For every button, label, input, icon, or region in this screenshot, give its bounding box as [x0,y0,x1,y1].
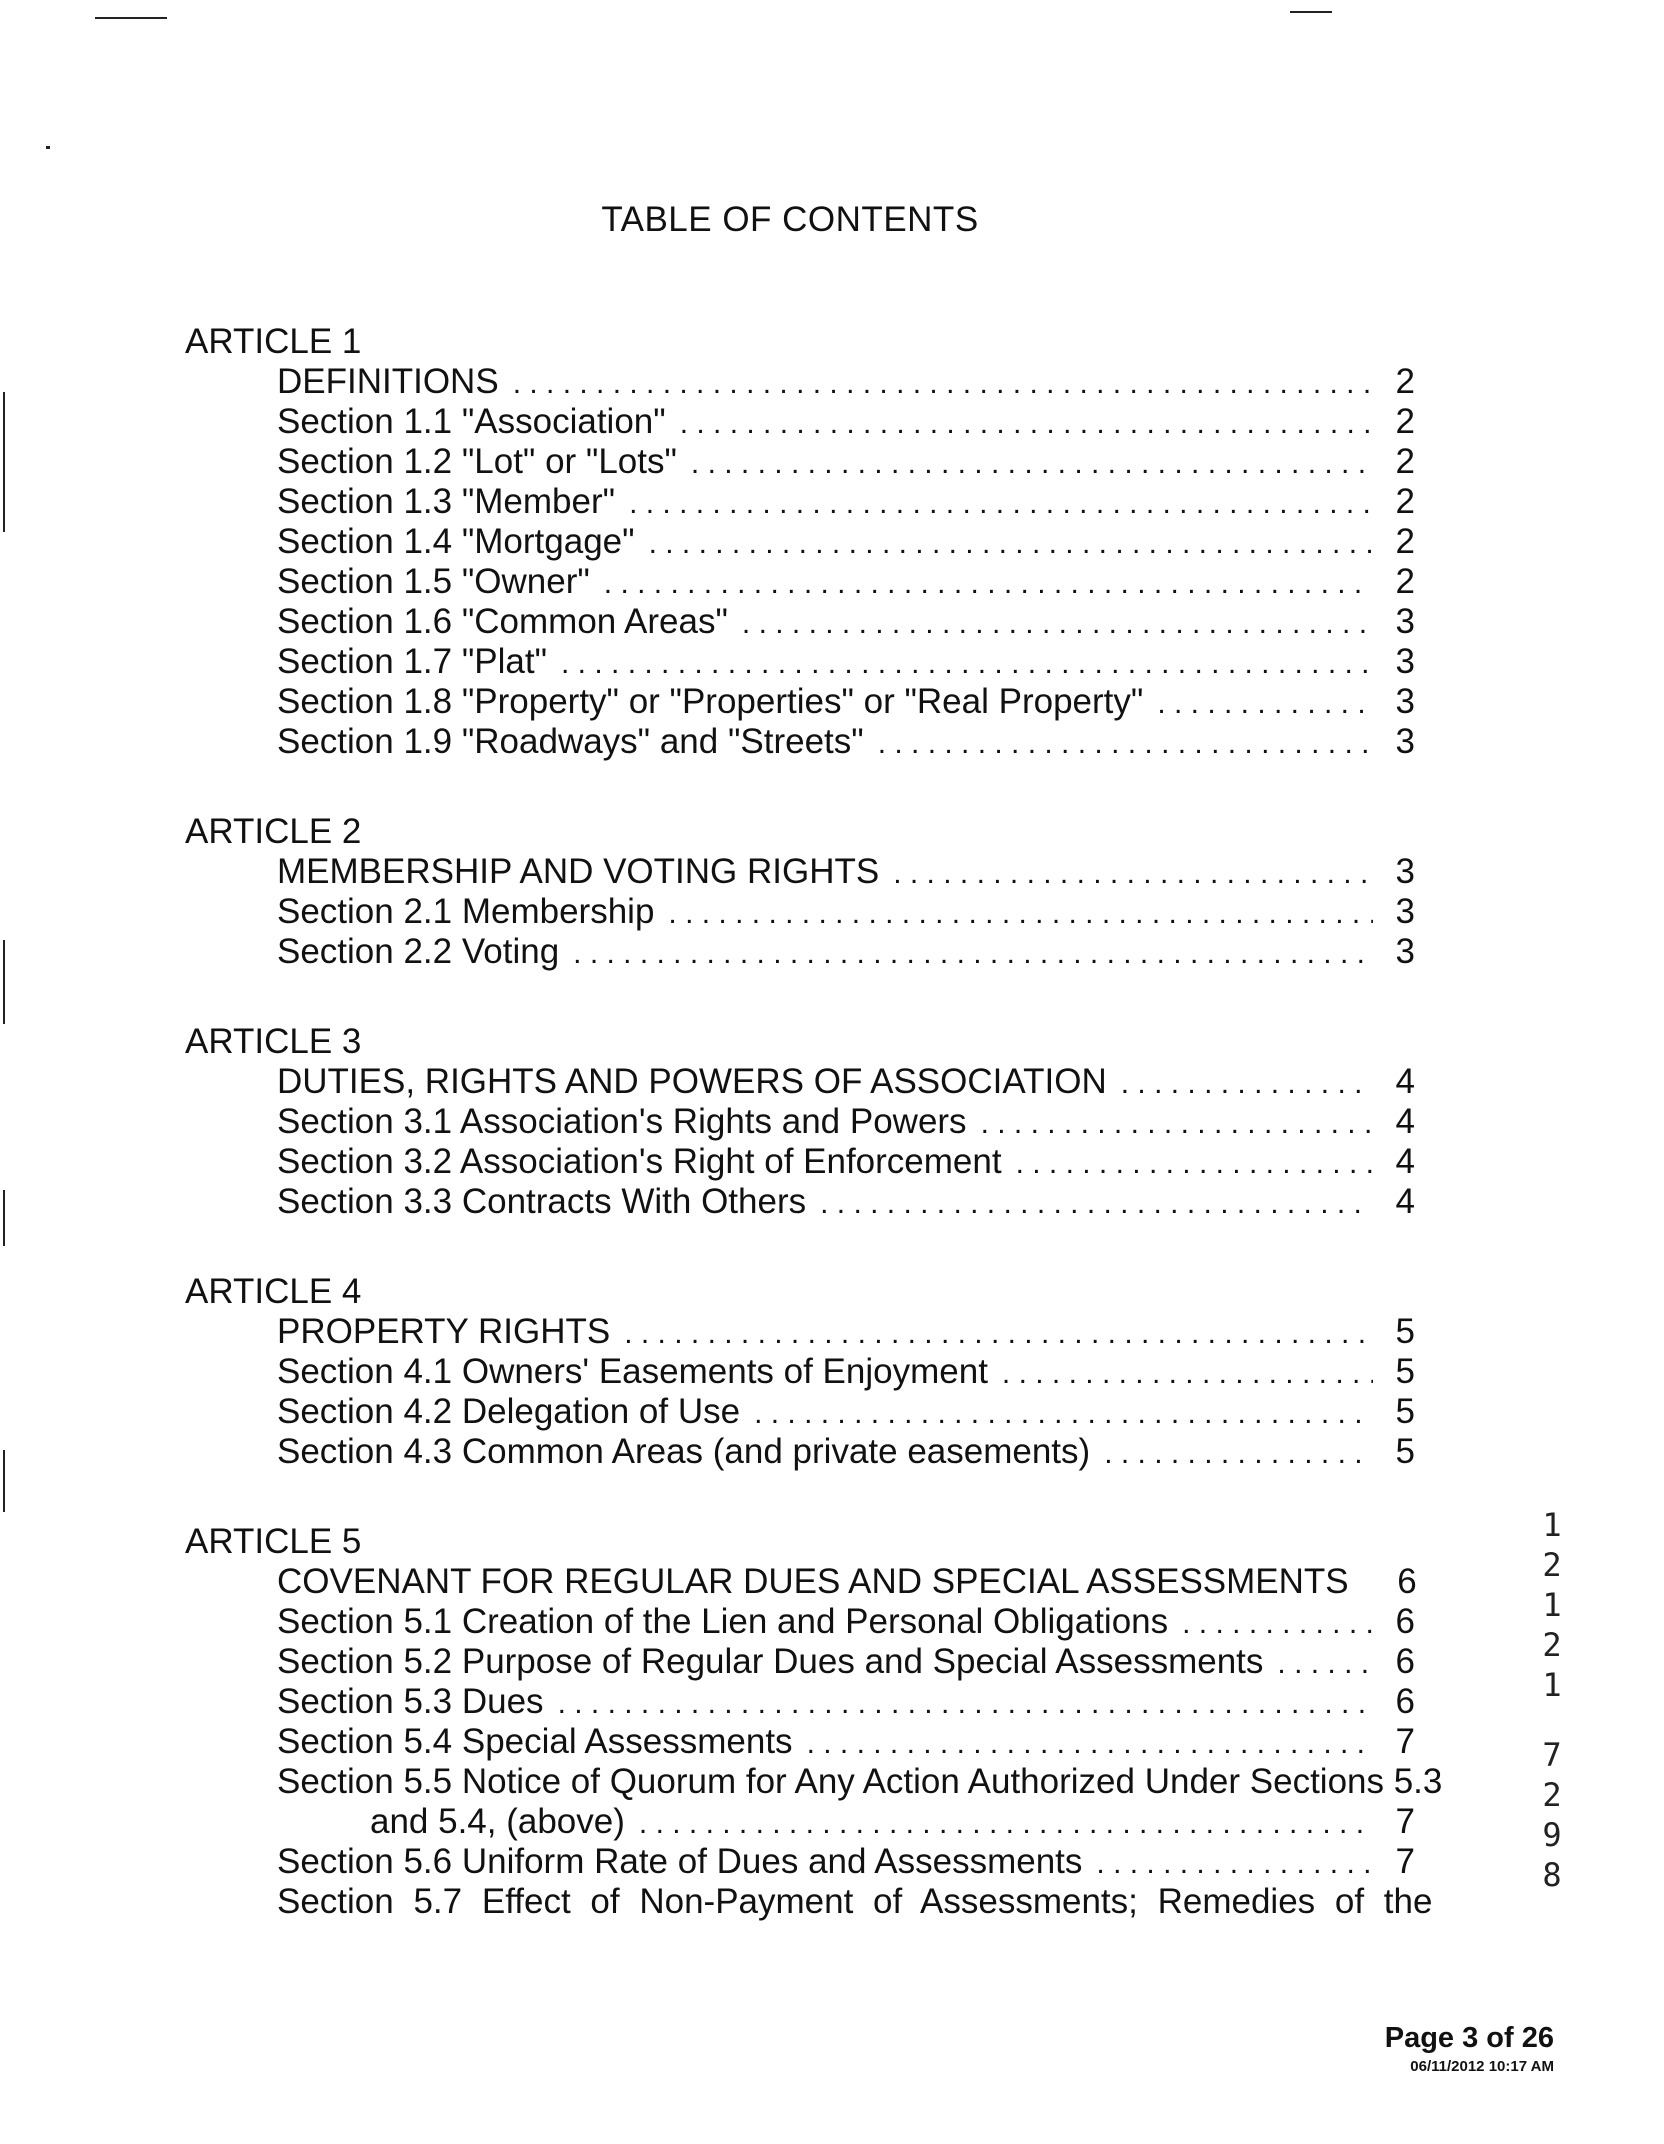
dot-leader [1121,1064,1373,1104]
toc-entry [185,852,1415,892]
toc-entry-text: Section 5.2 Purpose of Regular Dues and Special Assessments [277,1642,1264,1681]
toc-entry-text: Section 3.1 Association's Rights and Powers [277,1102,967,1141]
toc-entry [185,932,1415,972]
toc-entry [185,482,1415,522]
article-label: ARTICLE 4 [185,1272,362,1311]
dot-leader [1002,1354,1373,1394]
toc-entry [185,1432,1415,1472]
toc-page-number: 2 [1395,402,1415,441]
scan-mark-top-left [95,17,167,19]
dot-leader [893,854,1373,894]
toc-entry [185,722,1415,762]
toc-entry-text: Section 2.1 Membership [277,892,655,931]
page-title: TABLE OF CONTENTS [601,200,979,239]
dot-leader [604,564,1373,604]
stamp-digit: 2 [1542,1776,1562,1814]
stamp-digit: 1 [1542,1506,1562,1544]
dot-leader [1096,1844,1373,1884]
stamp-digit: 2 [1542,1546,1562,1584]
toc-entry-text: Section 1.2 "Lot" or "Lots" [277,442,677,481]
toc-entry [185,1312,1415,1352]
article-4 [185,1272,1415,1472]
dot-leader [754,1394,1373,1434]
stamp-digit: 1 [1542,1666,1562,1704]
stamp-digit: 9 [1542,1816,1562,1854]
article-label: ARTICLE 5 [185,1522,362,1561]
toc-entry [185,522,1415,562]
side-stamp-number [1532,1505,1572,1895]
toc-page-number: 3 [1395,682,1415,721]
scan-mark-top-right [1290,11,1332,13]
stamp-digit: 8 [1542,1856,1562,1894]
toc-page-number: 3 [1395,932,1415,971]
toc-page-number: 7 [1395,1722,1415,1761]
toc-entry-text: DUTIES, RIGHTS AND POWERS OF ASSOCIATION [277,1062,1107,1101]
toc-entry-text: Section 1.6 "Common Areas" [277,602,728,641]
toc-entry [185,1562,1415,1602]
toc-entry [185,1842,1415,1882]
toc-entry-text: Section 2.2 Voting [277,932,560,971]
dot-leader [639,1804,1373,1844]
toc-entry-text: Section 1.8 "Property" or "Properties" or "Real Property" [277,682,1144,721]
article-label: ARTICLE 3 [185,1022,362,1061]
dot-leader [513,364,1373,404]
dot-leader [1104,1434,1373,1474]
toc-entry [185,1602,1415,1642]
toc-entry-text: Section 5.5 Notice of Quorum for Any Action Authorized Under Sections 5.3 [277,1762,1443,1801]
toc-entry [185,1882,1433,1922]
toc-entry-text: Section 1.1 "Association" [277,402,666,441]
stamp-digit: 2 [1542,1626,1562,1664]
scan-mark-left-1 [3,392,5,532]
scan-mark-left-2 [3,940,5,1024]
dot-leader [649,524,1373,564]
toc-page-number: 2 [1395,522,1415,561]
toc-entry [185,1682,1415,1722]
toc-page-number: 7 [1395,1842,1415,1881]
dot-leader [1157,684,1373,724]
toc-page-number: 4 [1395,1102,1415,1141]
dot-leader [1016,1144,1373,1184]
toc-entry-text: DEFINITIONS [277,362,499,401]
toc-entry-text: Section 5.6 Uniform Rate of Dues and Assessments [277,1842,1083,1881]
toc-entry [185,602,1415,642]
toc-entry [185,562,1415,602]
dot-leader [1182,1604,1373,1644]
dot-leader [1277,1644,1373,1684]
toc-page-number: 4 [1395,1062,1415,1101]
toc-entry [185,402,1415,442]
toc-entry-text: MEMBERSHIP AND VOTING RIGHTS [277,852,880,891]
toc-page-number: 3 [1395,722,1415,761]
toc-entry-text: Section 3.2 Association's Right of Enforcement [277,1142,1002,1181]
dot-leader [981,1104,1373,1144]
dot-leader [807,1724,1373,1764]
article-label: ARTICLE 2 [185,812,362,851]
toc-entry [185,682,1415,722]
toc-page-number: 5 [1395,1392,1415,1431]
dot-leader [668,894,1373,934]
dot-leader [691,444,1373,484]
footer-timestamp: 06/11/2012 10:17 AM [1410,2058,1554,2075]
toc-page-number: 2 [1395,562,1415,601]
dot-leader [820,1184,1373,1224]
toc-entry-text: COVENANT FOR REGULAR DUES AND SPECIAL ASSESSMENTS [277,1562,1349,1601]
toc-page-number: 5 [1395,1312,1415,1351]
table-of-contents [185,322,1443,1972]
toc-entry [185,1142,1415,1182]
toc-entry-text: Section 5.3 Dues [277,1682,544,1721]
toc-page-number: 3 [1395,892,1415,931]
toc-entry-text: Section 4.1 Owners' Easements of Enjoyment [277,1352,988,1391]
toc-entry-text: Section 1.7 "Plat" [277,642,548,681]
dot-leader [742,604,1373,644]
scan-mark-left-3 [3,1190,5,1246]
toc-entry [185,1102,1415,1142]
article-3 [185,1022,1415,1222]
footer-page-number: Page 3 of 26 [1384,2022,1554,2054]
toc-entry [185,362,1415,402]
toc-entry-text: Section 3.3 Contracts With Others [277,1182,807,1221]
article-2 [185,812,1415,972]
scan-mark-left-4 [3,1450,5,1512]
toc-entry [185,1182,1415,1222]
toc-page-number: 6 [1395,1602,1415,1641]
toc-page-number: 7 [1395,1802,1415,1841]
toc-page-number: 6 [1395,1682,1415,1721]
stamp-digit: 7 [1542,1736,1562,1774]
toc-entry-text: Section 1.5 "Owner" [277,562,590,601]
toc-entry-text: and 5.4, (above) [370,1802,625,1841]
dot-leader [878,724,1373,764]
article-5 [185,1522,1443,1922]
toc-page-number: 2 [1395,482,1415,521]
toc-entry-text: Section 5.4 Special Assessments [277,1722,793,1761]
toc-entry [185,1392,1415,1432]
scan-dot [46,146,50,149]
toc-entry-text: Section 5.1 Creation of the Lien and Personal Obligations [277,1602,1169,1641]
toc-entry [185,442,1415,482]
stamp-gap [1532,1705,1572,1735]
dot-leader [629,484,1373,524]
toc-entry [185,1722,1415,1762]
toc-entry-text: PROPERTY RIGHTS [277,1312,611,1351]
toc-entry-text: Section 1.9 "Roadways" and "Streets" [277,722,864,761]
toc-page-number: 2 [1395,362,1415,401]
article-1 [185,322,1415,762]
toc-page-number: 5 [1395,1352,1415,1391]
dot-leader [558,1684,1373,1724]
toc-entry [185,1762,1443,1802]
dot-leader [561,644,1373,684]
toc-page-number: 2 [1395,442,1415,481]
stamp-digit: 1 [1542,1586,1562,1624]
toc-page-number: 4 [1395,1142,1415,1181]
toc-page-number: 6 [1397,1562,1417,1601]
toc-entry-text: Section 1.3 "Member" [277,482,616,521]
toc-page-number: 6 [1395,1642,1415,1681]
toc-page-number: 3 [1395,602,1415,641]
toc-page-number: 5 [1395,1432,1415,1471]
toc-entry [185,1352,1415,1392]
dot-leader [680,404,1373,444]
toc-entry-text: Section 5.7 Effect of Non-Payment of Assessments; Remedies of the [277,1882,1433,1921]
toc-page-number: 3 [1395,852,1415,891]
toc-entry-continuation [185,1802,1415,1842]
toc-entry-text: Section 1.4 "Mortgage" [277,522,635,561]
toc-entry-text: Section 4.2 Delegation of Use [277,1392,741,1431]
toc-entry-text: Section 4.3 Common Areas (and private easements) [277,1432,1091,1471]
toc-entry [185,892,1415,932]
toc-entry [185,642,1415,682]
dot-leader [624,1314,1373,1354]
toc-page-number: 3 [1395,642,1415,681]
toc-entry [185,1642,1415,1682]
toc-page-number: 4 [1395,1182,1415,1221]
toc-entry [185,1062,1415,1102]
dot-leader [573,934,1373,974]
article-label: ARTICLE 1 [185,322,362,361]
